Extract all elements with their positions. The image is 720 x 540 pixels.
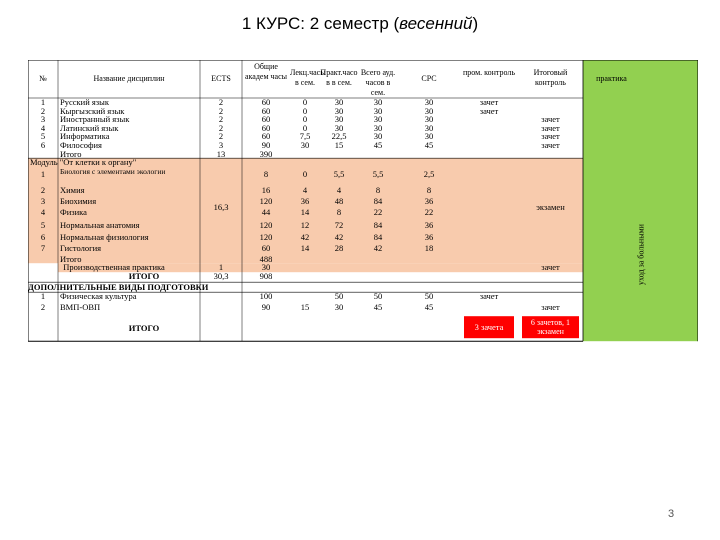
module-total: 44 <box>261 207 271 218</box>
row1-total: 90 <box>261 140 271 150</box>
extra-prom: зачет <box>479 291 499 302</box>
header-prom: пром. контроль <box>462 68 516 77</box>
module-pract: 8 <box>336 207 342 218</box>
row1-n: 5 <box>40 131 46 142</box>
row1-ects: 2 <box>218 131 224 142</box>
row1-ects: 13 <box>216 148 226 159</box>
row1-srs: 30 <box>424 114 434 125</box>
module-aud: 84 <box>373 220 383 231</box>
row1-total: 60 <box>261 131 271 142</box>
row1-srs: 30 <box>424 131 434 142</box>
module-lect: 0 <box>302 169 308 180</box>
header-ects: ECTS <box>211 74 231 83</box>
module-total: 120 <box>259 196 273 207</box>
row1-srs: 30 <box>424 105 434 116</box>
module-aud: 5,5 <box>372 169 384 180</box>
row1-ects: 2 <box>218 97 224 107</box>
row1-n: 2 <box>40 105 46 116</box>
row1-lect: 0 <box>302 114 308 125</box>
module-lect: 4 <box>302 185 308 196</box>
row1-ects: 2 <box>218 105 224 116</box>
row1-name: Кыргызский язык <box>60 105 125 116</box>
module-title: Модуль "От клетки к органу" <box>30 157 137 168</box>
module-aud: 22 <box>373 207 383 218</box>
header-num: № <box>39 74 47 83</box>
module-srs: 2,5 <box>423 169 435 180</box>
module-name: Биология с элементами экологии <box>60 167 166 177</box>
module-total: 16 <box>261 185 271 196</box>
module-final: экзамен <box>536 202 565 213</box>
row1-prom: зачет <box>479 105 499 116</box>
row1-pract: 30 <box>334 122 344 133</box>
module-pract: 72 <box>334 220 344 231</box>
header-total: Общие академ часы <box>244 62 288 81</box>
module-name: Нормальная физиология <box>60 232 149 243</box>
row1-name: Итого <box>60 148 82 159</box>
row1-aud: 30 <box>373 105 383 116</box>
row1-srs: 30 <box>424 122 434 133</box>
module-total: 488 <box>259 254 273 265</box>
row1-n: 1 <box>40 97 46 107</box>
module-n: 4 <box>40 207 46 218</box>
header-pract: Практ.часо в в сем. <box>320 68 358 87</box>
row1-total: 60 <box>261 105 271 116</box>
title-italic: весенний <box>399 14 473 33</box>
extra-total: 100 <box>259 291 273 302</box>
row1-name: Иностранный язык <box>60 114 130 125</box>
row1-final: зачет <box>541 122 560 133</box>
row1-lect: 0 <box>302 105 308 116</box>
row1-aud: 30 <box>373 114 383 125</box>
extra-srs: 45 <box>424 302 434 313</box>
header-lect: Лекц.часы в сем. <box>290 68 326 87</box>
module-pract: 28 <box>334 243 344 254</box>
row1-name: Информатика <box>60 131 110 142</box>
itogo1-ects: 30,3 <box>213 271 229 282</box>
module-total: 120 <box>259 220 273 231</box>
module-srs: 36 <box>424 196 434 207</box>
module-name: Биохимия <box>60 196 97 207</box>
vertical-practice-label: уход за больными <box>636 224 645 285</box>
title-main: 1 КУРС: 2 семестр ( <box>241 14 400 33</box>
header-srs: СРС <box>421 74 437 83</box>
module-srs: 22 <box>424 207 434 218</box>
row1-name: Философия <box>60 140 102 150</box>
row1-srs: 45 <box>424 140 434 150</box>
row1-name: Латинский язык <box>60 122 119 133</box>
module-pract: 4 <box>336 185 342 196</box>
row1-aud: 30 <box>373 97 383 107</box>
prod-practice-final: зачет <box>541 262 560 273</box>
module-lect: 12 <box>300 220 310 231</box>
extra-pract: 50 <box>334 291 344 302</box>
row1-total: 60 <box>261 114 271 125</box>
row1-lect: 7,5 <box>299 131 311 142</box>
prod-practice-name: Производственная практика <box>63 262 165 273</box>
row1-total: 390 <box>259 148 273 159</box>
module-n: 6 <box>40 232 46 243</box>
row1-pract: 15 <box>334 140 344 150</box>
row1-n: 6 <box>40 140 46 150</box>
module-n: 3 <box>40 196 46 207</box>
row1-aud: 30 <box>373 131 383 142</box>
header-final: Итоговый контроль <box>533 68 568 87</box>
page-title <box>0 14 720 34</box>
row1-aud: 45 <box>373 140 383 150</box>
module-total: 60 <box>261 243 271 254</box>
extra-n: 1 <box>40 291 46 302</box>
itogo2-prom: 3 зачета <box>474 322 504 333</box>
module-pract: 48 <box>334 196 344 207</box>
row1-srs: 30 <box>424 97 434 107</box>
module-pract: 42 <box>334 232 344 243</box>
module-aud: 8 <box>375 185 381 196</box>
extra-srs: 50 <box>424 291 434 302</box>
header-practice: практика <box>596 74 627 83</box>
module-n: 1 <box>40 169 46 180</box>
header-name: Название дисциплин <box>93 74 165 83</box>
itogo2-label: ИТОГО <box>128 323 160 334</box>
module-name: Нормальная анатомия <box>60 220 140 231</box>
module-srs: 36 <box>424 220 434 231</box>
row1-aud: 30 <box>373 122 383 133</box>
module-name: Химия <box>60 185 85 196</box>
module-srs: 18 <box>424 243 434 254</box>
itogo1-total: 908 <box>259 271 273 282</box>
module-srs: 8 <box>426 185 432 196</box>
row1-prom: зачет <box>479 97 499 107</box>
module-lect: 14 <box>300 243 310 254</box>
extra-title: ДОПОЛНИТЕЛЬНЫЕ ВИДЫ ПОДГОТОВКИ <box>28 282 209 293</box>
module-aud: 84 <box>373 196 383 207</box>
module-lect: 36 <box>300 196 310 207</box>
module-ects: 16,3 <box>213 202 229 213</box>
extra-aud: 50 <box>373 291 383 302</box>
row1-n: 4 <box>40 122 46 133</box>
row1-pract: 30 <box>334 97 344 107</box>
extra-name: ВМП-ОВП <box>60 302 101 313</box>
extra-n: 2 <box>40 302 46 313</box>
prod-practice-total: 30 <box>261 262 271 273</box>
row1-ects: 2 <box>218 122 224 133</box>
module-aud: 42 <box>373 243 383 254</box>
row1-lect: 0 <box>302 122 308 133</box>
module-n: 2 <box>40 185 46 196</box>
row1-name: Русский язык <box>60 97 109 107</box>
row1-ects: 2 <box>218 114 224 125</box>
module-pract: 5,5 <box>333 169 345 180</box>
module-name: Гистология <box>60 243 102 254</box>
curriculum-table <box>28 60 698 410</box>
extra-name: Физическая культура <box>60 291 137 302</box>
row1-n: 3 <box>40 114 46 125</box>
itogo1-label: ИТОГО <box>128 271 160 282</box>
extra-aud: 45 <box>373 302 383 313</box>
module-srs: 36 <box>424 232 434 243</box>
module-total: 8 <box>263 169 269 180</box>
module-aud: 84 <box>373 232 383 243</box>
extra-final: зачет <box>541 302 560 313</box>
page-number: 3 <box>668 508 675 520</box>
prod-practice-ects: 1 <box>218 262 224 273</box>
module-n: 7 <box>40 243 46 254</box>
extra-pract: 30 <box>334 302 344 313</box>
title-end: ) <box>472 14 479 33</box>
module-name: Итого <box>60 254 82 265</box>
module-lect: 14 <box>300 207 310 218</box>
row1-final: зачет <box>541 131 560 142</box>
module-total: 120 <box>259 232 273 243</box>
row1-ects: 3 <box>218 140 224 150</box>
extra-lect: 15 <box>300 302 310 313</box>
row1-pract: 22,5 <box>331 131 347 142</box>
module-lect: 42 <box>300 232 310 243</box>
row1-final: зачет <box>541 114 560 125</box>
row1-final: зачет <box>541 140 560 150</box>
module-name: Физика <box>60 207 87 218</box>
row1-total: 60 <box>261 122 271 133</box>
row1-lect: 0 <box>302 97 308 107</box>
row1-pract: 30 <box>334 114 344 125</box>
header-aud: Всего ауд. часов в сем. <box>360 68 396 97</box>
row1-total: 60 <box>261 97 271 107</box>
extra-total: 90 <box>261 302 271 313</box>
row1-pract: 30 <box>334 105 344 116</box>
module-n: 5 <box>40 220 46 231</box>
row1-lect: 30 <box>300 140 310 150</box>
itogo2-final: 6 зачетов, 1 экзамен <box>530 318 571 337</box>
